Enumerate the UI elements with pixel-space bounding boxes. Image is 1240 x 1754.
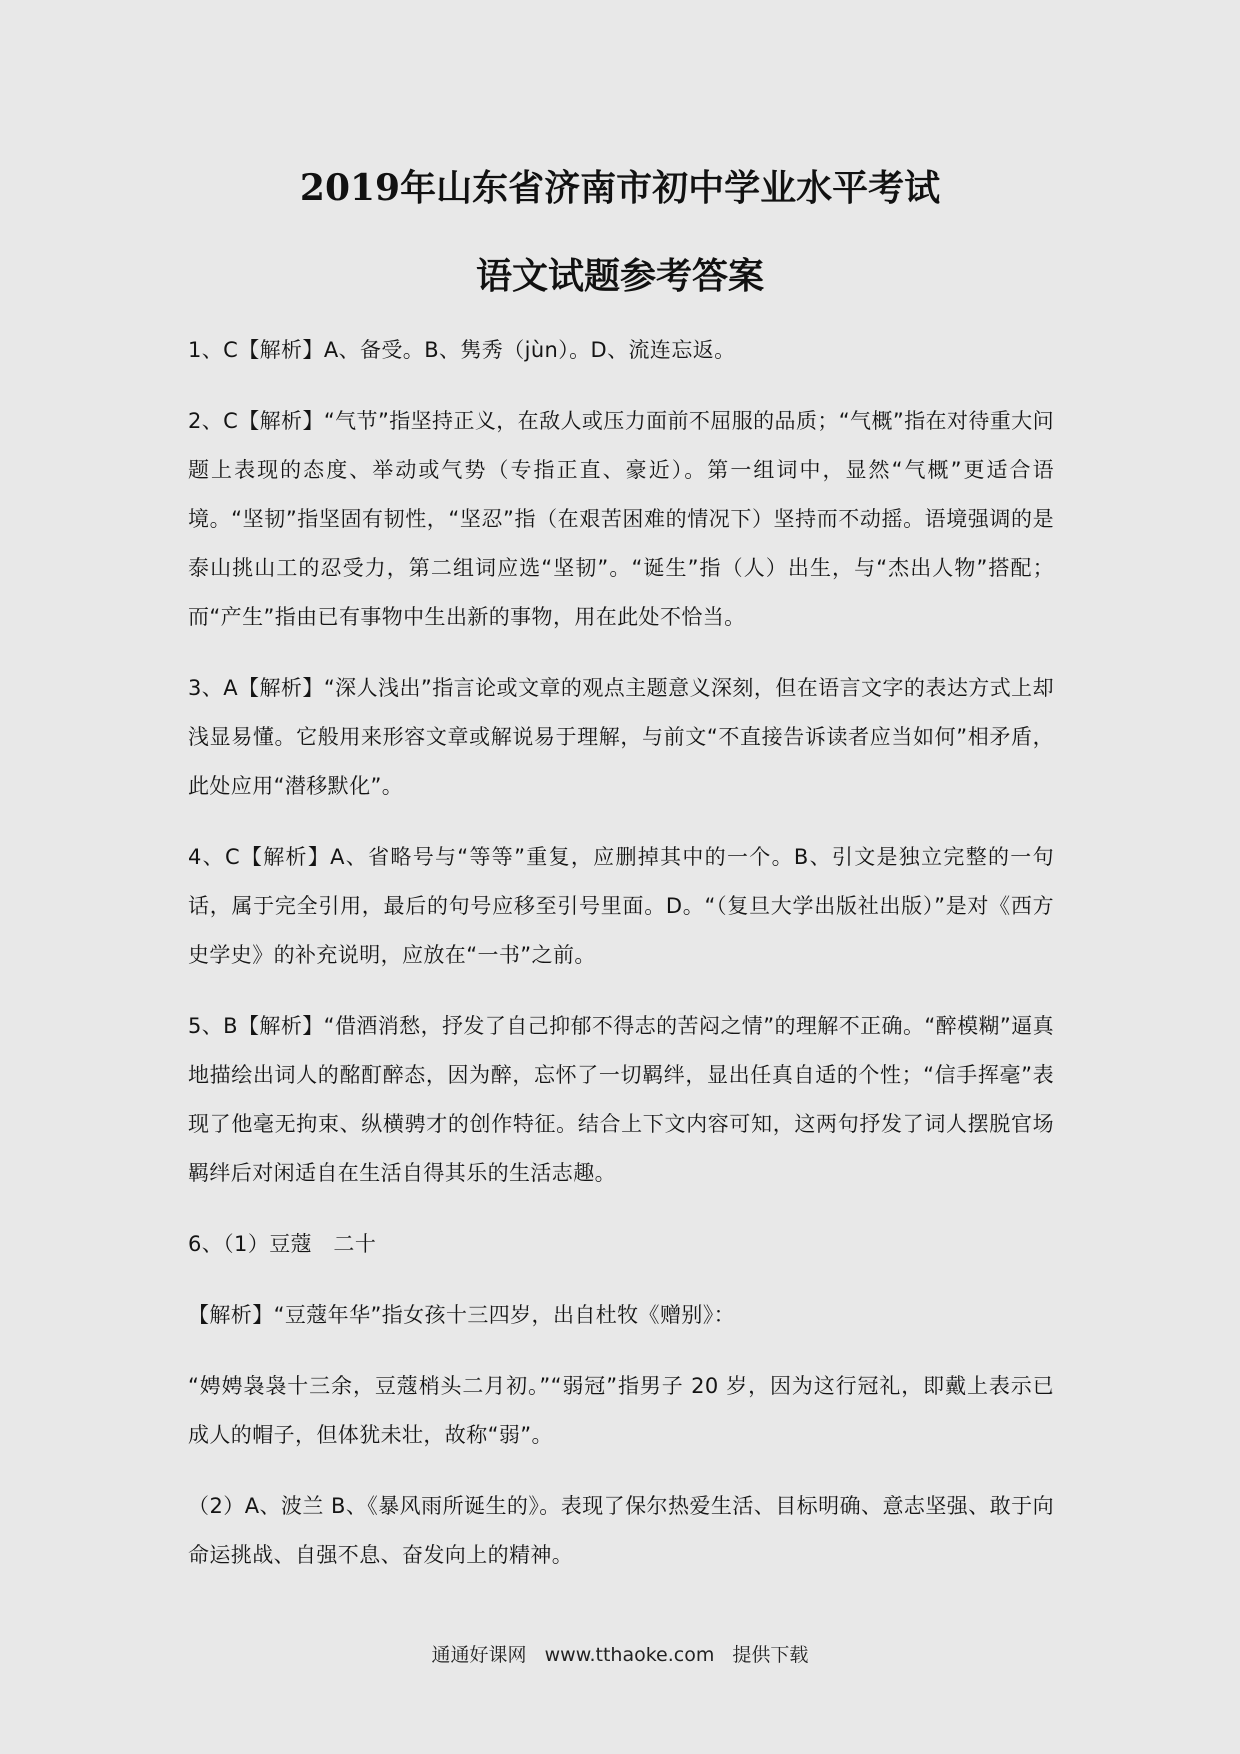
document-title: 2019年山东省济南市初中学业水平考试 [299, 167, 941, 209]
answer-6-part-2: （2）A、波兰 B、《暴风雨所诞生的》。表现了保尔热爱生活、目标明确、意志坚强、敢于向命运挑战、自强不息、奋发向上的精神。 [188, 1494, 1054, 1567]
footer-note: 提供下载 [732, 1644, 809, 1666]
answer-3: 3、A【解析】“深人浅出”指言论或文章的观点主题意义深刻，但在语言文字的表达方式上却浅显易懂。它般用来形容文章或解说易于理解，与前文“不直接告诉读者应当如何”相矛盾，此处应用“潜移默化”。 [188, 676, 1054, 798]
answer-6-analysis: 【解析】“豆蔻年华”指女孩十三四岁，出自杜牧《赠别》： [188, 1303, 736, 1327]
footer-site-name: 通通好课网 [431, 1644, 527, 1666]
answer-6-explanation: “娉娉袅袅十三余，豆蔻梢头二月初。”“弱冠”指男子 20 岁，因为这行冠礼，即戴上表示已成人的帽子，但体犹未壮，故称“弱”。 [188, 1374, 1054, 1447]
answer-2: 2、C【解析】“气节”指坚持正义，在敌人或压力面前不屈服的品质；“气概”指在对待重大问题上表现的态度、举动或气势（专指正直、豪近）。第一组词中，显然“气概”更适合语境。“坚韧”指坚固有韧性，“坚忍”指（在艰苦困难的情况下）坚持而不动摇。语境强调的是泰山挑山工的忍受力，第二组词应选“坚韧”。“诞生”指（人）出生，与“杰出人物”搭配；而“产生”指由已有事物中生出新的事物，用在此处不恰当。 [188, 409, 1054, 629]
answer-6-part-1: 6、（1）豆蔻 二十 [188, 1232, 377, 1256]
answer-4: 4、C【解析】A、省略号与“等等”重复，应删掉其中的一个。B、引文是独立完整的一句话，属于完全引用，最后的句号应移至引号里面。D。“（复旦大学出版社出版）”是对《西方史学史》的补充说明，应放在“一书”之前。 [188, 845, 1054, 967]
page-footer [0, 1640, 1240, 1667]
answer-5: 5、B【解析】“借酒消愁，抒发了自己抑郁不得志的苦闷之情”的理解不正确。“醉模糊”逼真地描绘出词人的酩酊醉态，因为醉，忘怀了一切羁绊，显出任真自适的个性；“信手挥毫”表现了他毫无拘束、纵横骋才的创作特征。结合上下文内容可知，这两句抒发了词人摆脱官场羁绊后对闲适自在生活自得其乐的生活志趣。 [188, 1014, 1054, 1185]
document-subtitle: 语文试题参考答案 [475, 255, 764, 297]
answer-1: 1、C【解析】A、备受。B、隽秀（jùn）。D、流连忘返。 [188, 338, 736, 362]
footer-url[interactable]: www.tthaoke.com [544, 1644, 715, 1666]
answer-list [188, 326, 1054, 1602]
